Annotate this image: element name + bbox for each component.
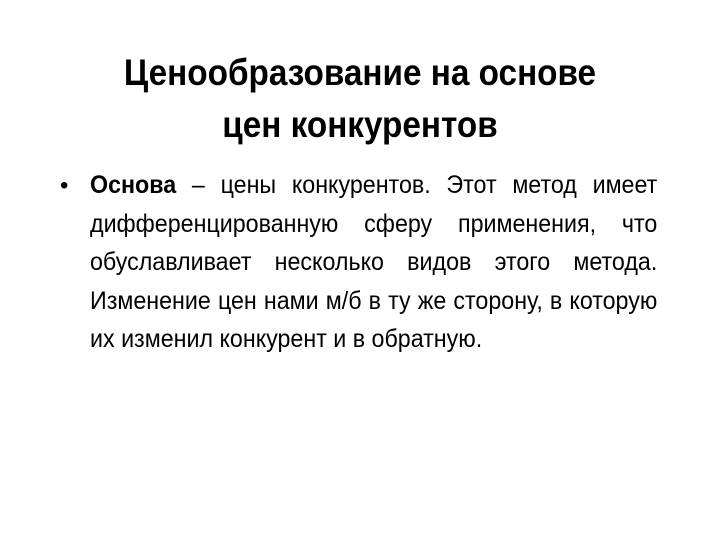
bullet-item: [60, 166, 660, 359]
bullet-body: – цены конкурентов. Этот метод имеет дифференцированную сферу применения, что обуславливает несколько видов этого метода. Изменение цен нами м/б в ту же сторону, в которую их изменил конкурент и в обратную.: [90, 171, 658, 353]
title-line-2: цен конкурентов: [222, 104, 498, 145]
bullet-text: [90, 166, 657, 359]
title-line-1: Ценообразование на основе: [123, 52, 597, 93]
bullet-term: Основа: [90, 171, 177, 199]
bullet-marker: •: [60, 172, 69, 199]
slide-title: [72, 47, 648, 151]
